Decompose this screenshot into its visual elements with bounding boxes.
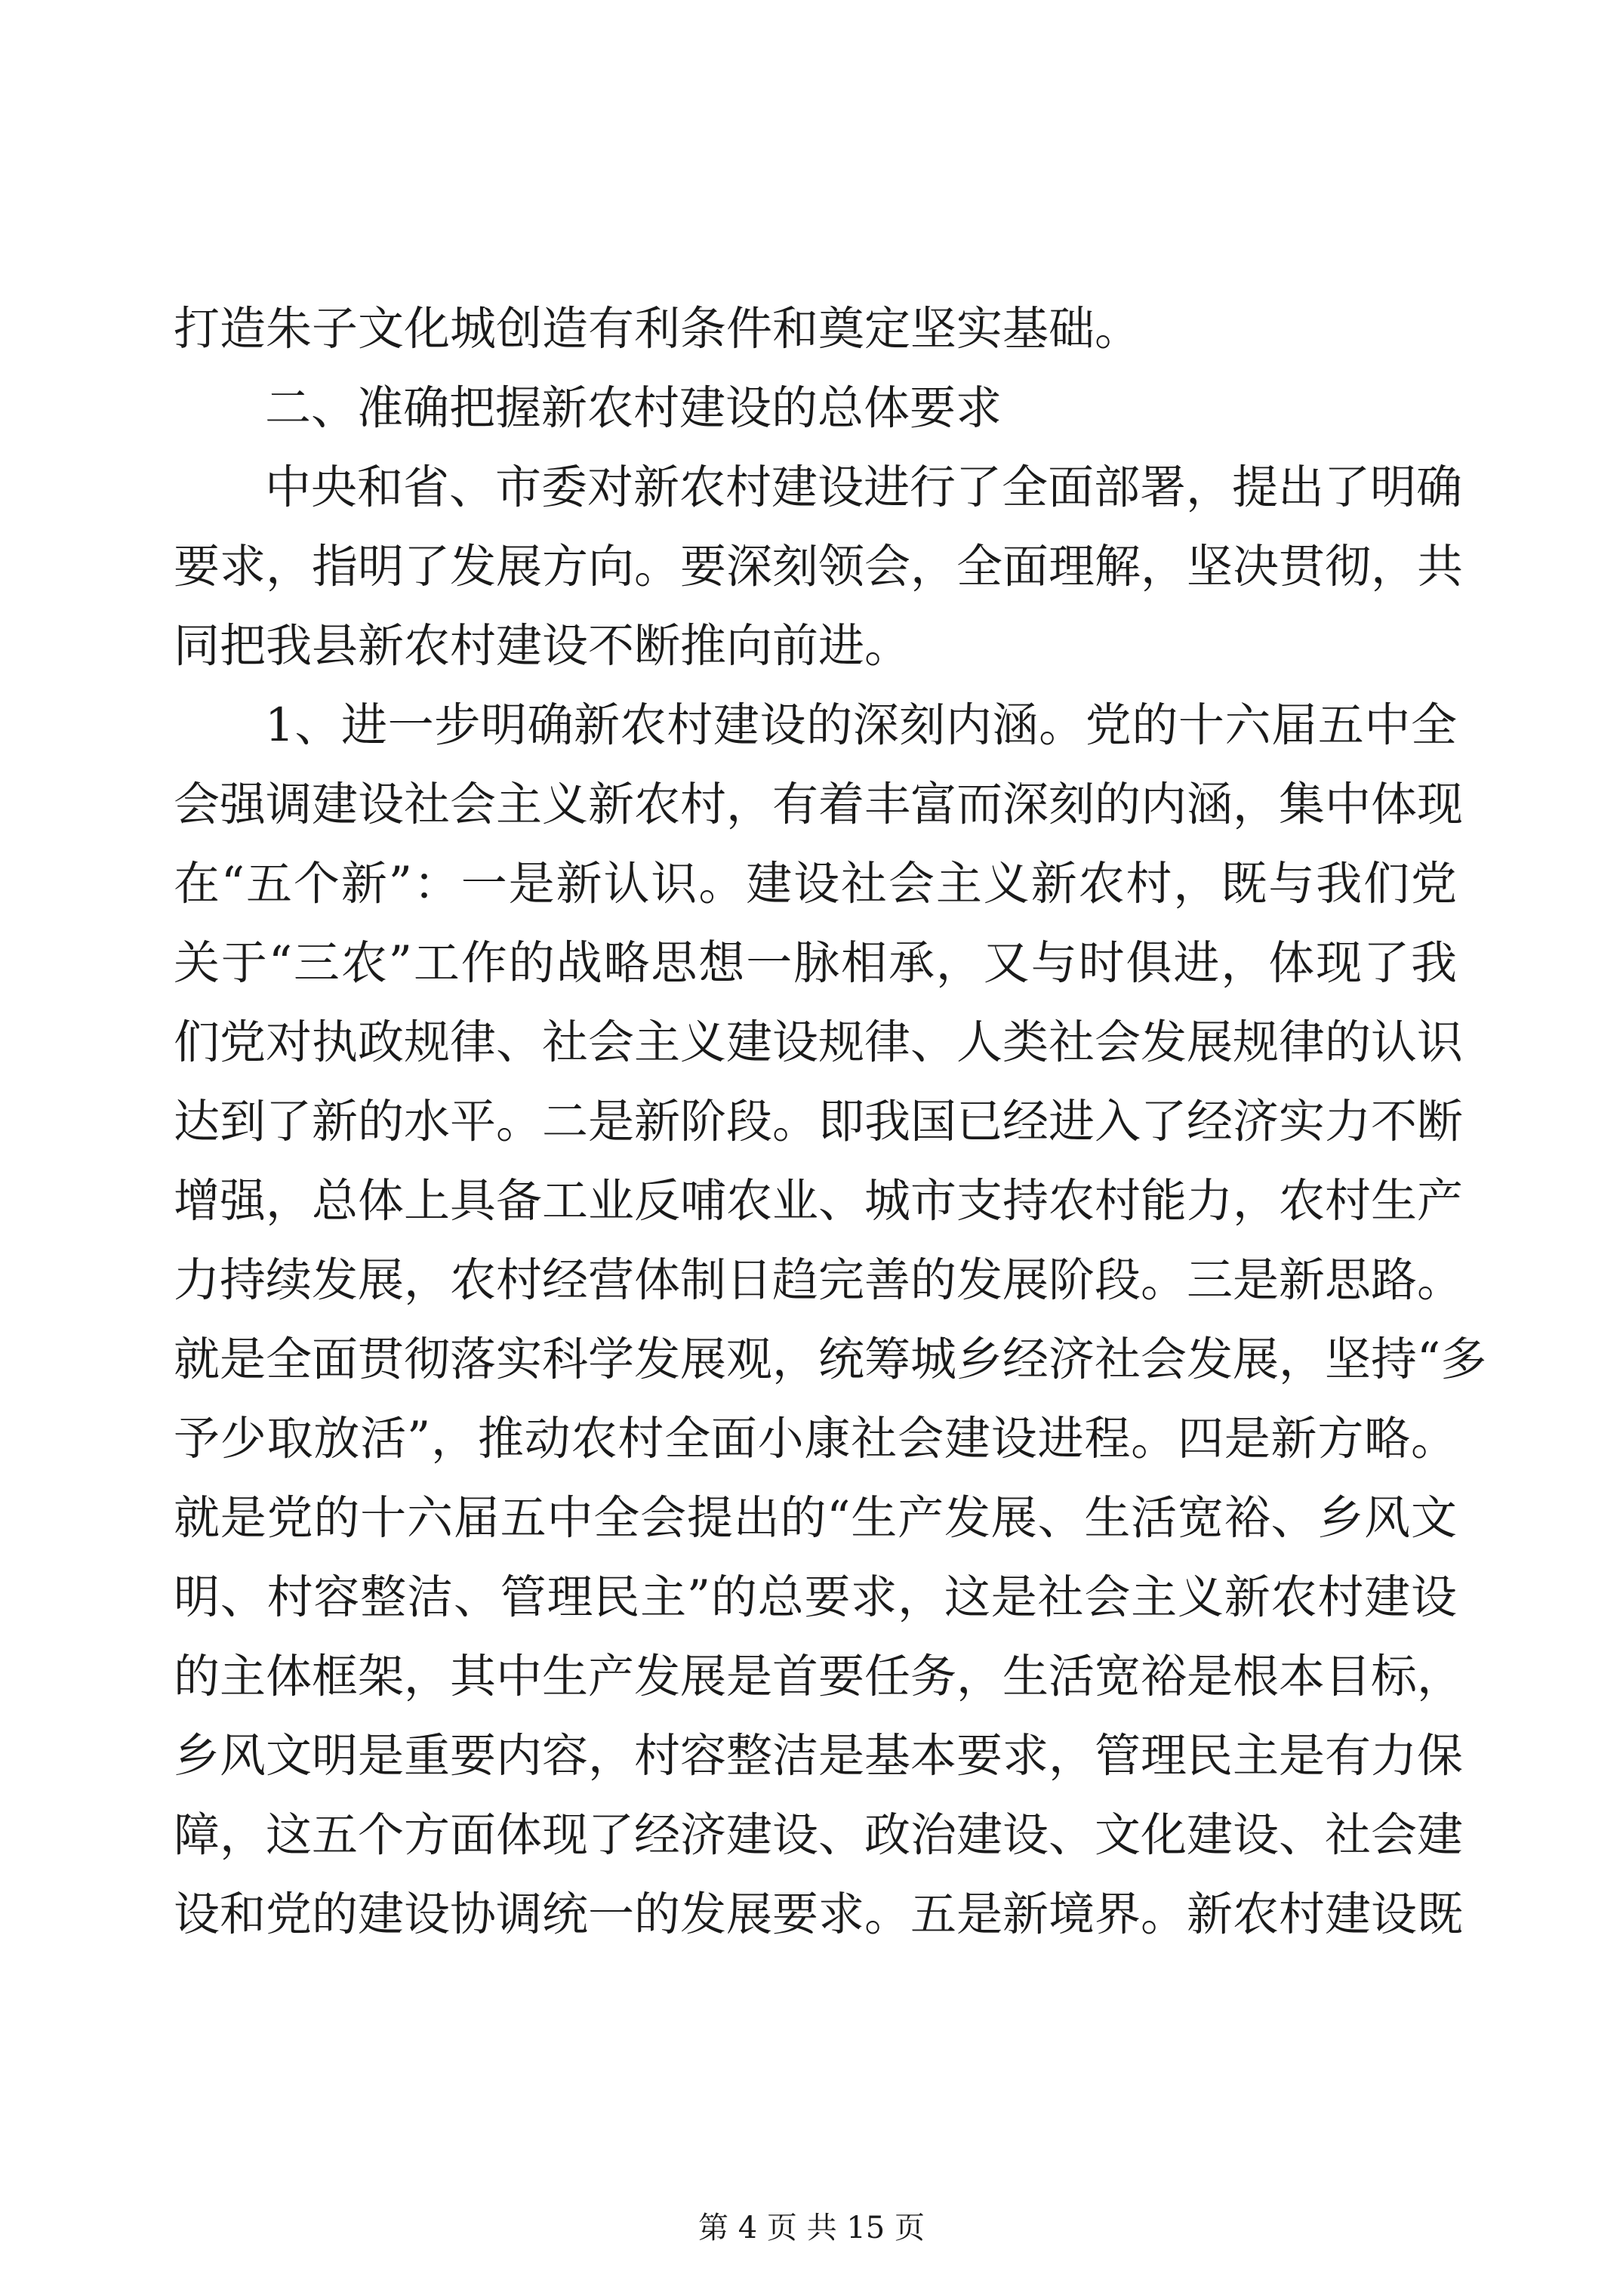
- paragraph-2-line-13: 的主体框架，其中生产发展是首要任务，生活宽裕是根本目标，: [174, 1650, 1464, 1703]
- paragraph-2-line-11: 就是党的十六届五中全会提出的“生产发展、生活宽裕、乡风文: [174, 1491, 1457, 1545]
- paragraph-1-line-3: 同把我县新农村建设不断推向前进。: [174, 619, 911, 673]
- paragraph-2-line-10: 予少取放活”，推动农村全面小康社会建设进程。四是新方略。: [174, 1412, 1457, 1465]
- page-number-footer: 第 4 页 共 15 页: [698, 2211, 925, 2245]
- paragraph-2-line-6: 达到了新的水平。二是新阶段。即我国已经进入了经济实力不断: [174, 1095, 1464, 1148]
- paragraph-2-line-16: 设和党的建设协调统一的发展要求。五是新境界。新农村建设既: [174, 1888, 1464, 1941]
- paragraph-1-line-2: 要求，指明了发展方向。要深刻领会，全面理解，坚决贯彻，共: [174, 540, 1464, 593]
- paragraph-2-line-14: 乡风文明是重要内容，村容整洁是基本要求，管理民主是有力保: [174, 1729, 1464, 1783]
- section-heading: 二、准确把握新农村建设的总体要求: [265, 381, 1002, 435]
- body-line-1: 打造朱子文化城创造有利条件和奠定坚实基础。: [174, 302, 1141, 356]
- paragraph-1-line-1: 中央和省、市委对新农村建设进行了全面部署，提出了明确: [265, 461, 1463, 514]
- paragraph-2-line-2: 会强调建设社会主义新农村，有着丰富而深刻的内涵，集中体现: [174, 778, 1464, 831]
- paragraph-2-line-1: 1、进一步明确新农村建设的深刻内涵。党的十六届五中全: [265, 698, 1457, 752]
- paragraph-2-line-8: 力持续发展，农村经营体制日趋完善的发展阶段。三是新思路。: [174, 1253, 1464, 1307]
- paragraph-2-line-4: 关于“三农”工作的战略思想一脉相承，又与时俱进，体现了我: [174, 936, 1457, 990]
- paragraph-2-line-5: 们党对执政规律、社会主义建设规律、人类社会发展规律的认识: [174, 1015, 1464, 1069]
- paragraph-2-line-15: 障，这五个方面体现了经济建设、政治建设、文化建设、社会建: [174, 1808, 1464, 1862]
- paragraph-2-line-12: 明、村容整洁、管理民主”的总要求，这是社会主义新农村建设: [174, 1570, 1457, 1624]
- paragraph-2-line-9: 就是全面贯彻落实科学发展观，统筹城乡经济社会发展，坚持“多: [174, 1333, 1487, 1386]
- paragraph-2-line-3: 在“五个新”：一是新认识。建设社会主义新农村，既与我们党: [174, 857, 1457, 911]
- paragraph-2-line-7: 增强，总体上具备工业反哺农业、城市支持农村能力，农村生产: [174, 1174, 1464, 1228]
